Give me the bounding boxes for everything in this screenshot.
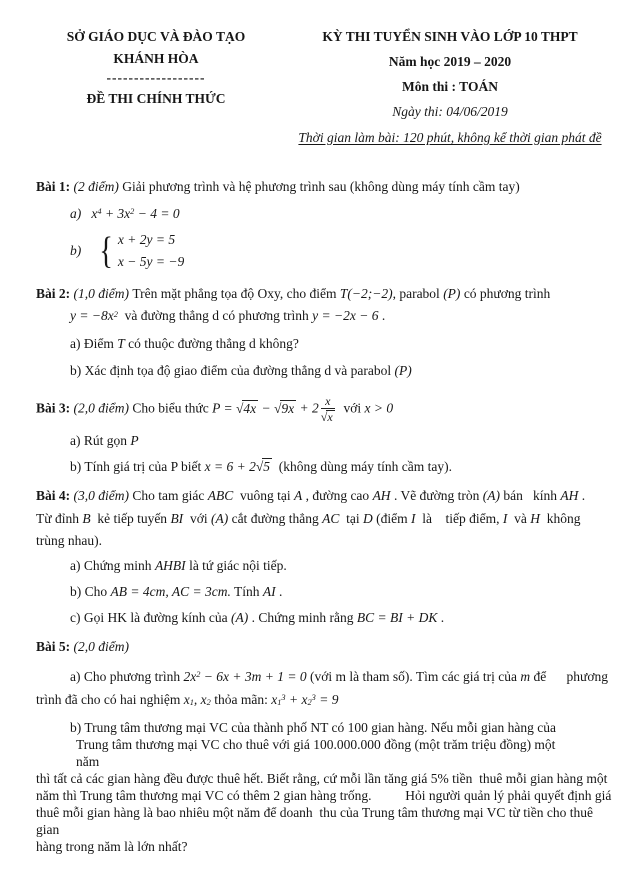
text-run: (với m là tham số). Tìm các giá trị của (306, 668, 521, 684)
problem-4-heading (36, 486, 617, 505)
problem-2-points: (1,0 điểm) (73, 286, 133, 302)
problem-5-item-a-line-2 (36, 690, 617, 709)
fraction-numerator: x (321, 394, 335, 409)
text-run: Cho tam giác (132, 488, 208, 504)
exam-title: KỲ THI TUYỂN SINH VÀO LỚP 10 THPT (322, 29, 578, 44)
problem-5-item-b-line-6: hàng trong năm là lớn nhất? (36, 838, 188, 854)
text-run: có thuộc đường thẳng d không? (124, 335, 299, 351)
tangent-BI: BI (170, 510, 184, 526)
circle-A: (A) (231, 610, 249, 626)
problem-1-item-b (36, 229, 617, 272)
equality-BC: BC = BI + DK (356, 610, 438, 626)
text-run: a) Điểm (70, 335, 118, 351)
equation-a: $x^4 + 3x^2 - 4 = 0$ (91, 205, 180, 221)
radicand: 9x (281, 400, 295, 416)
problem-1-points: (2 điểm) (73, 178, 123, 194)
text-run: . Vẽ đường tròn (390, 488, 483, 504)
problem-3-item-b (36, 457, 617, 476)
text-run: Trên mặt phẳng tọa độ Oxy, cho điểm (132, 286, 340, 302)
system-equation-2: x − 5y = −9 (117, 253, 185, 269)
system-equation-1: x + 2y = 5 (117, 232, 176, 248)
operator: − (258, 400, 274, 416)
condition-cubes: $x_1^3 + x_2^3 = 9$ (271, 691, 339, 708)
problem-5-item-b-line-3: thì tất cả các gian hàng đều được thuê hết. Biết rằng, cứ mỗi lần tăng giá 5% tiền thuê mỗi gian hàng một (36, 770, 608, 786)
text-run: (điểm (372, 510, 412, 526)
problem-5-item-a-line-1 (36, 667, 617, 686)
radical-sign: √ (235, 400, 244, 416)
point-H: H (530, 510, 541, 526)
text-run: . (437, 610, 445, 626)
text-run: Từ đỉnh (36, 510, 83, 526)
item-b-label: b) (70, 243, 85, 259)
text-run: b) Cho (70, 584, 111, 600)
text-run: (không dùng máy tính cầm tay). (272, 459, 452, 475)
condition-x-positive: x > 0 (364, 400, 394, 416)
text-run: b) Xác định tọa độ giao điểm của đường thẳng d và parabol (70, 362, 395, 378)
problem-1-intro: Giải phương trình và hệ phương trình sau (không dùng máy tính cầm tay) (122, 178, 520, 194)
text-run: . (378, 308, 386, 324)
text-run: và (507, 510, 531, 526)
header-left-block (48, 27, 264, 153)
text-run: với (183, 510, 211, 526)
given-lengths: AB = 4cm, AC = 3cm. (110, 584, 231, 600)
equation-system (118, 229, 184, 272)
province-name: KHÁNH HÒA (113, 51, 199, 67)
official-exam-label: ĐỀ THI CHÍNH THỨC (86, 91, 226, 107)
problem-4-line-2 (36, 509, 617, 528)
school-year: Năm học 2019 – 2020 (388, 54, 512, 70)
parabola-equation: $y = -8x^2$ (70, 308, 118, 324)
text-run: và đường thẳng d có phương trình (117, 308, 313, 324)
text-run: b) Tính giá trị của P biết (70, 459, 205, 475)
problem-3-label: Bài 3: (36, 400, 74, 416)
problem-1-heading (36, 177, 617, 196)
point-D: D (363, 510, 373, 526)
divider-dashes: ------------------ (106, 70, 206, 86)
roots-x1-x2: $x_1$, $x_2$ (183, 691, 211, 708)
x-value: x = 6 + 2 (204, 459, 256, 475)
point-I: I (411, 510, 416, 526)
duration-line: Thời gian làm bài: 120 phút, không kể thời gian phát đề (298, 129, 602, 145)
triangle-ABC: ABC (207, 488, 234, 504)
problem-2-item-b (36, 361, 617, 380)
problem-2-item-a (36, 334, 617, 353)
problem-5-label: Bài 5: (36, 639, 74, 655)
problem-5-item-b-line-5: thuê mỗi gian hàng là bao nhiêu một năm để doanh thu của Trung tâm thương mại VC từ tiền cho thuê gian (36, 804, 597, 837)
text-run: a) Chứng minh (70, 557, 155, 573)
item-a-label: a) (70, 205, 92, 221)
header-right-block (283, 27, 617, 153)
expression-lhs: P = (212, 400, 236, 416)
parameter-m: m (520, 668, 531, 684)
point-T: T (117, 335, 125, 351)
problem-2-line-2 (36, 306, 617, 325)
problem-4-label: Bài 4: (36, 488, 74, 504)
fraction-x-over-sqrt-x (321, 394, 335, 425)
radical-sign: √ (255, 459, 264, 475)
text-run: , đường cao (302, 488, 373, 504)
radical-sign: √ (273, 400, 282, 416)
point-T-coords: T(−2;−2) (339, 286, 393, 302)
text-run: a) Rút gọn (70, 433, 131, 449)
problem-5-item-b-line-1: b) Trung tâm thương mại VC của thành phố NT có 100 gian hàng. Nếu mỗi gian hàng của (70, 719, 557, 735)
fraction-denominator (321, 409, 335, 425)
problem-1-item-a (36, 204, 617, 223)
text-run: không (540, 510, 581, 526)
problem-3-heading (36, 394, 617, 425)
department-name: SỞ GIÁO DỤC VÀ ĐÀO TẠO (66, 29, 246, 44)
circle-A: (A) (482, 488, 501, 504)
operator: + 2 (296, 400, 319, 416)
radius-AH: AH (560, 488, 579, 504)
exam-header (36, 27, 617, 153)
circle-A: (A) (210, 510, 229, 526)
text-run: Cho biểu thức (132, 400, 213, 416)
radical-4x (236, 401, 258, 416)
problem-3 (36, 394, 617, 477)
text-run: thỏa mãn: (210, 691, 272, 707)
problem-5-item-b-line-4: năm thì Trung tâm thương mại VC có thêm 2 gian hàng trống. Hỏi người quản lý phải quyết định giá (36, 787, 612, 803)
problem-4-line-3: trùng nhau). (36, 532, 102, 548)
problem-3-item-a (36, 431, 617, 450)
subject-line: Môn thi : TOÁN (402, 79, 498, 95)
system-brace: { (98, 229, 113, 272)
text-run: a) Cho phương trình (70, 668, 184, 684)
problem-4-item-c (36, 608, 617, 627)
text-run: tại (339, 510, 364, 526)
text-run: để phương (530, 668, 608, 684)
point-I: I (502, 510, 508, 526)
text-run: với (336, 400, 365, 416)
problem-4 (36, 486, 617, 627)
text-run: trình đã cho có hai nghiệm (36, 691, 184, 707)
problem-1 (36, 177, 617, 273)
text-run: là tiếp điểm, (415, 510, 503, 526)
radicand: 5 (263, 459, 270, 475)
text-run: . (275, 584, 283, 600)
parabol-P: (P) (394, 362, 412, 378)
text-run: . (578, 488, 586, 504)
radicand: 4x (243, 400, 257, 416)
text-run: c) Gọi HK là đường kính của (70, 610, 232, 626)
quadratic-equation: $2x^2 - 6x + 3m + 1 = 0$ (183, 668, 307, 684)
problem-2-heading (36, 284, 617, 303)
parabol-P: (P) (443, 286, 461, 302)
problem-2-label: Bài 2: (36, 286, 74, 302)
text-run: có phương trình (460, 286, 551, 302)
vertex-B: B (82, 510, 91, 526)
line-AC: AC (322, 510, 340, 526)
text-run: bán kính (500, 488, 561, 504)
altitude-AH: AH (372, 488, 391, 504)
text-run: kẻ tiếp tuyến (90, 510, 171, 526)
problem-5 (36, 637, 617, 854)
vertex-A: A (293, 488, 303, 504)
text-run: , parabol (392, 286, 444, 302)
text-run: là tứ giác nội tiếp. (185, 557, 287, 573)
problem-2 (36, 284, 617, 380)
problem-5-item-b-line-2: Trung tâm thương mại VC cho thuê với giá 100.000.000 đồng (một trăm triệu đồng) một năm (76, 736, 603, 769)
expression-P: P (130, 433, 139, 449)
radical-5 (256, 459, 272, 474)
radicand: x (327, 410, 333, 425)
line-d-equation: y = −2x − 6 (312, 308, 379, 324)
radical-sign: √ (320, 410, 328, 425)
problem-4-item-a (36, 556, 617, 575)
text-run: vuông tại (233, 488, 294, 504)
radical-9x (274, 401, 296, 416)
problem-4-points: (3,0 điểm) (73, 488, 133, 504)
problem-5-points: (2,0 điểm) (73, 639, 129, 655)
problem-5-heading (36, 637, 617, 656)
problem-4-item-b (36, 582, 617, 601)
exam-date: Ngày thi: 04/06/2019 (392, 104, 508, 120)
problem-1-label: Bài 1: (36, 178, 74, 194)
text-run: Tính (230, 584, 263, 600)
text-run: . Chứng minh rằng (248, 610, 357, 626)
text-run: cắt đường thẳng (228, 510, 323, 526)
quadrilateral-AHBI: AHBI (154, 557, 186, 573)
length-AI: AI (262, 584, 276, 600)
problem-3-points: (2,0 điểm) (73, 400, 133, 416)
